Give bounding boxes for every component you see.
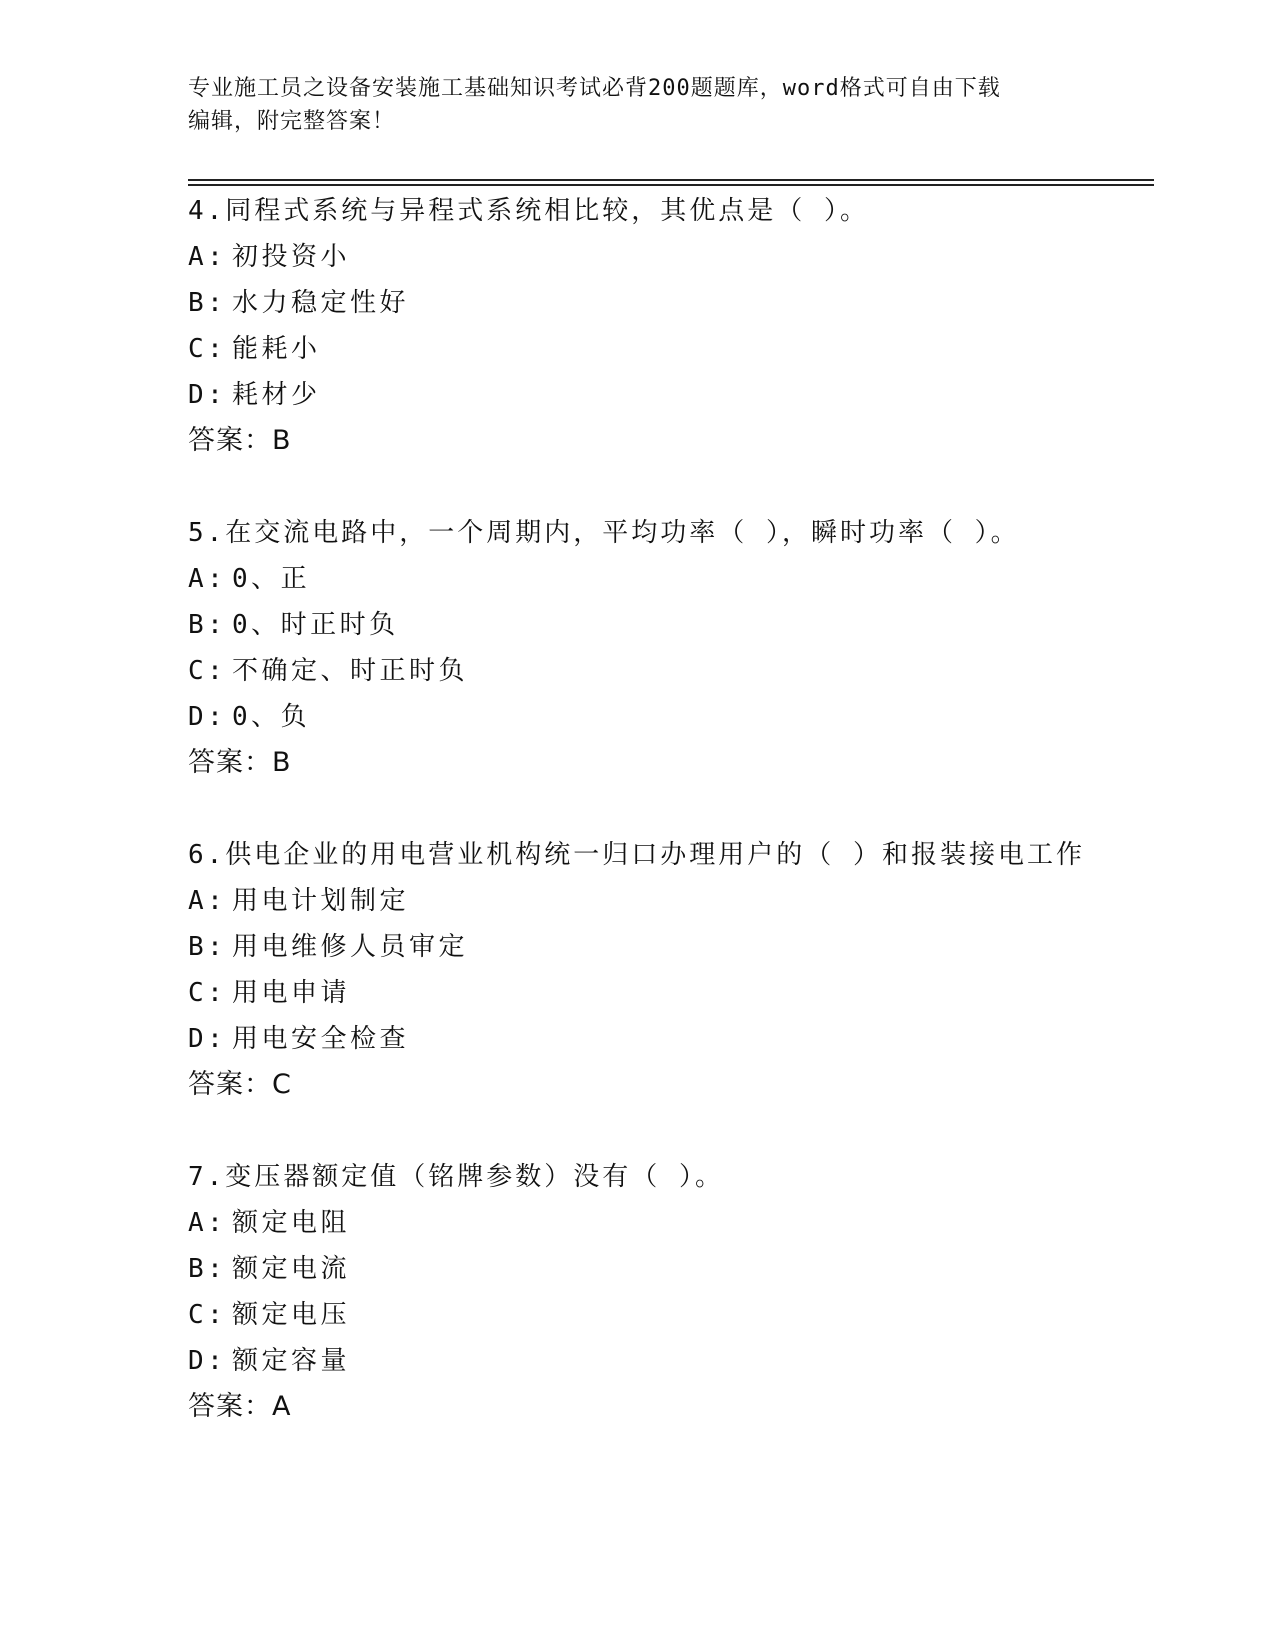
option-letter: A: [188, 886, 227, 916]
option-letter: D: [188, 1024, 227, 1054]
answer-line: 答案：B [188, 747, 292, 778]
option-a [188, 1200, 1168, 1246]
header-line-1: 专业施工员之设备安装施工基础知识考试必背200题题库，word格式可自由下载 [188, 76, 1001, 101]
option-c [188, 970, 1168, 1016]
option-text: 0、负 [232, 702, 311, 732]
header-divider-top [188, 179, 1154, 181]
option-c [188, 326, 1168, 372]
option-letter: B: [188, 288, 227, 318]
option-b [188, 280, 1168, 326]
option-text: 额定电流 [232, 1254, 351, 1284]
option-text: 用电安全检查 [232, 1024, 410, 1054]
option-letter: C: [188, 978, 227, 1008]
option-letter: B: [188, 610, 227, 640]
option-b [188, 602, 1168, 648]
option-text: 0、正 [232, 564, 311, 594]
option-text: 用电计划制定 [232, 886, 410, 916]
document-header [188, 72, 1088, 138]
question-list [188, 188, 1168, 1476]
option-b [188, 924, 1168, 970]
answer-line: 答案：C [188, 1069, 292, 1100]
option-text: 额定电阻 [232, 1208, 351, 1238]
option-letter: D: [188, 702, 227, 732]
question-title: 7.变压器额定值（铭牌参数）没有（ ）。 [188, 1162, 724, 1192]
option-letter: B: [188, 932, 227, 962]
question-6 [188, 832, 1168, 1108]
question-5 [188, 510, 1168, 786]
question-4 [188, 188, 1168, 464]
option-letter: B: [188, 1254, 227, 1284]
option-a [188, 234, 1168, 280]
question-title: 4.同程式系统与异程式系统相比较，其优点是（ ）。 [188, 196, 869, 226]
option-text: 能耗小 [232, 334, 321, 364]
question-title: 5.在交流电路中，一个周期内，平均功率（ ），瞬时功率（ ）。 [188, 518, 1020, 548]
option-text: 不确定、时正时负 [232, 656, 469, 686]
option-a [188, 878, 1168, 924]
answer-line: 答案：A [188, 1391, 292, 1422]
option-d [188, 1338, 1168, 1384]
option-c [188, 648, 1168, 694]
option-text: 额定容量 [232, 1346, 351, 1376]
question-title: 6.供电企业的用电营业机构统一归口办理用户的（ ）和报装接电工作 [188, 840, 1085, 870]
option-letter: C: [188, 1300, 227, 1330]
option-letter: A: [188, 564, 227, 594]
option-b [188, 1246, 1168, 1292]
option-d [188, 694, 1168, 740]
answer-line: 答案：B [188, 425, 292, 456]
option-d [188, 372, 1168, 418]
question-7 [188, 1154, 1168, 1430]
option-a [188, 556, 1168, 602]
option-letter: A: [188, 242, 227, 272]
option-letter: D: [188, 380, 227, 410]
option-text: 额定电压 [232, 1300, 351, 1330]
option-letter: A: [188, 1208, 227, 1238]
option-c [188, 1292, 1168, 1338]
option-text: 水力稳定性好 [232, 288, 410, 318]
header-divider-bottom [188, 184, 1154, 186]
option-letter: C: [188, 656, 227, 686]
option-text: 耗材少 [232, 380, 321, 410]
header-line-2: 编辑，附完整答案！ [188, 109, 396, 134]
option-text: 用电申请 [232, 978, 351, 1008]
option-text: 0、时正时负 [232, 610, 399, 640]
option-d [188, 1016, 1168, 1062]
option-letter: C: [188, 334, 227, 364]
option-text: 初投资小 [232, 242, 351, 272]
option-text: 用电维修人员审定 [232, 932, 469, 962]
option-letter: D: [188, 1346, 227, 1376]
